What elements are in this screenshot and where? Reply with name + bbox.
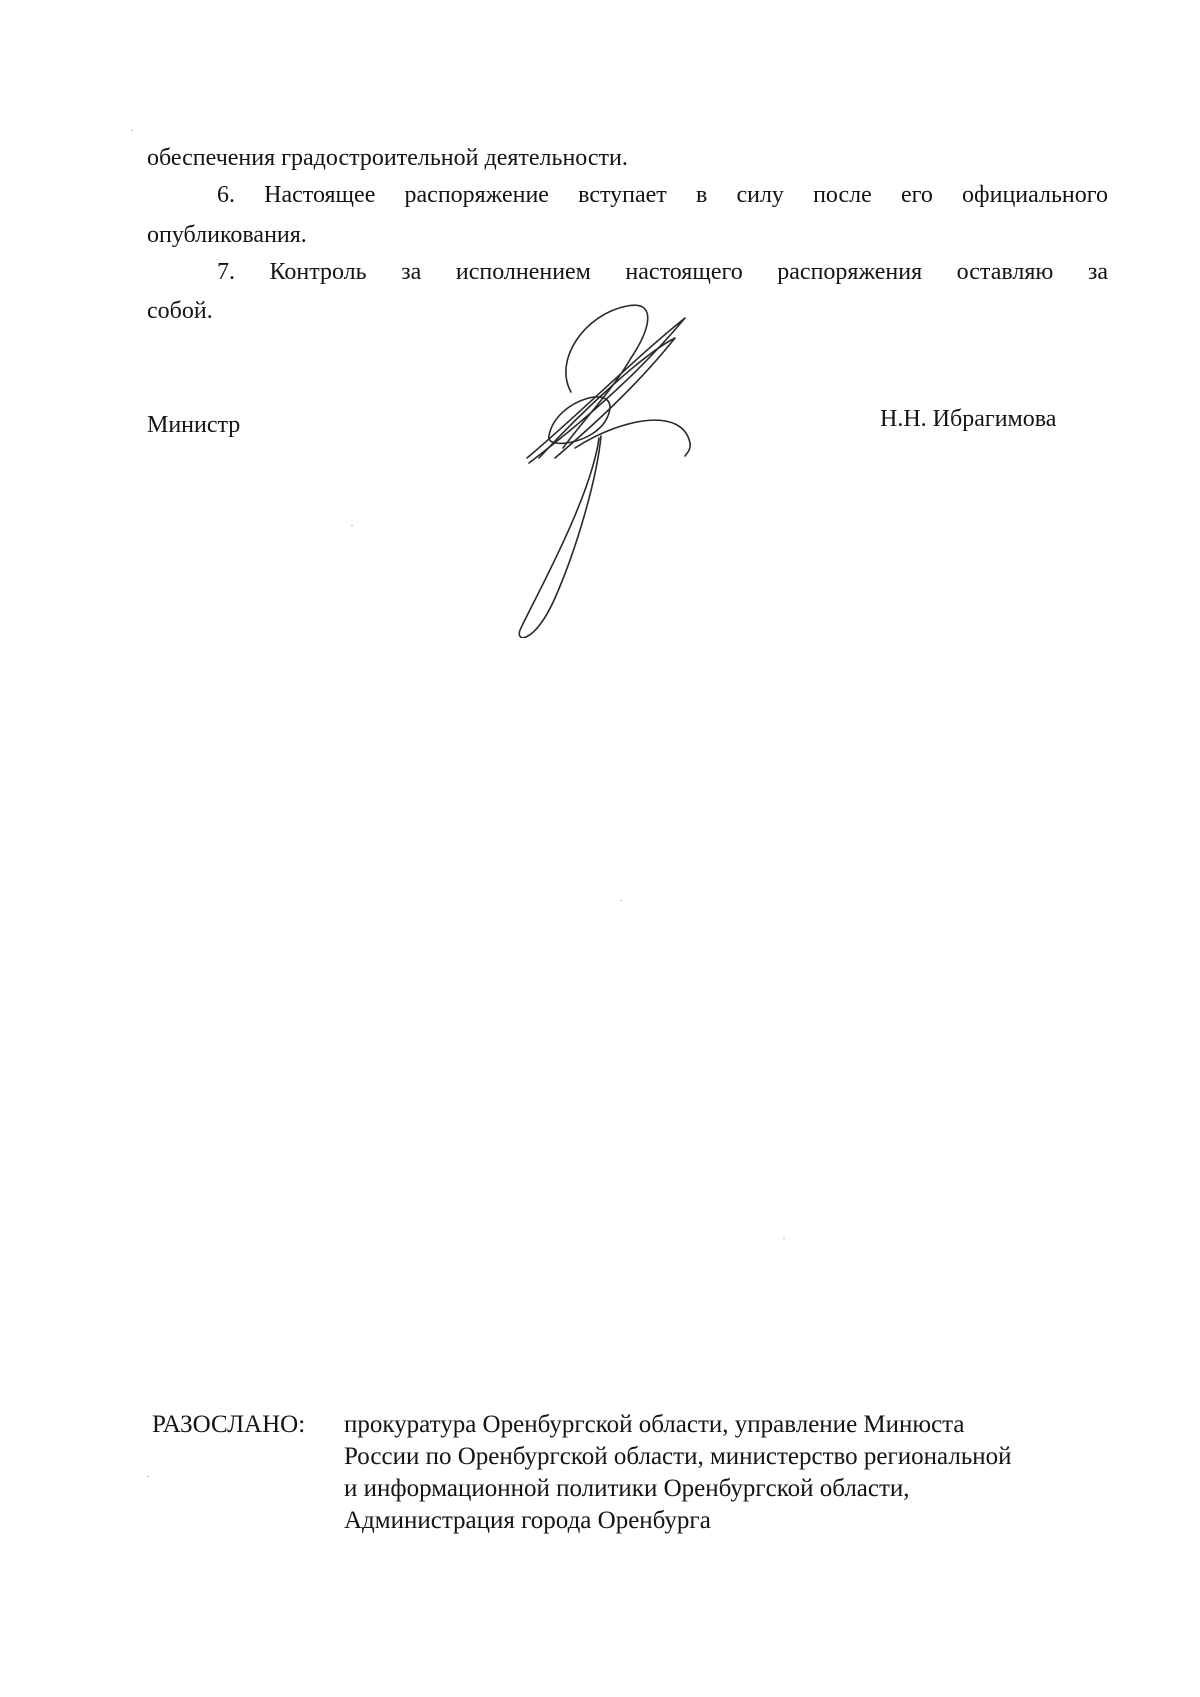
distribution-line: прокуратура Оренбургской области, управление Минюста — [344, 1411, 965, 1438]
distribution-line: России по Оренбургской области, министерство региональной — [344, 1443, 1012, 1470]
item-6-line-1: 6. Настоящее распоряжение вступает в силу после его официального — [217, 182, 1108, 208]
distribution-list — [344, 1409, 1012, 1537]
handwritten-signature — [515, 298, 755, 638]
scan-speck — [783, 1238, 785, 1239]
scan-speck — [351, 525, 353, 526]
scan-speck — [620, 900, 622, 901]
item-7-line-1: 7. Контроль за исполнением настоящего распоряжения оставляю за — [217, 259, 1108, 285]
signatory-position: Министр — [147, 412, 241, 438]
distribution-line: и информационной политики Оренбургской области, — [344, 1475, 910, 1502]
item-6-line-2: опубликования. — [147, 222, 307, 248]
distribution-label: РАЗОСЛАНО: — [152, 1411, 306, 1438]
distribution-line: Администрация города Оренбурга — [344, 1507, 711, 1534]
signatory-name: Н.Н. Ибрагимова — [880, 406, 1057, 432]
continuation-line: обеспечения градостроительной деятельности. — [147, 145, 628, 171]
item-7-line-2: собой. — [147, 298, 213, 324]
scan-speck — [131, 130, 133, 131]
signature-descender-loop — [519, 436, 601, 638]
scan-speck — [147, 1476, 149, 1477]
